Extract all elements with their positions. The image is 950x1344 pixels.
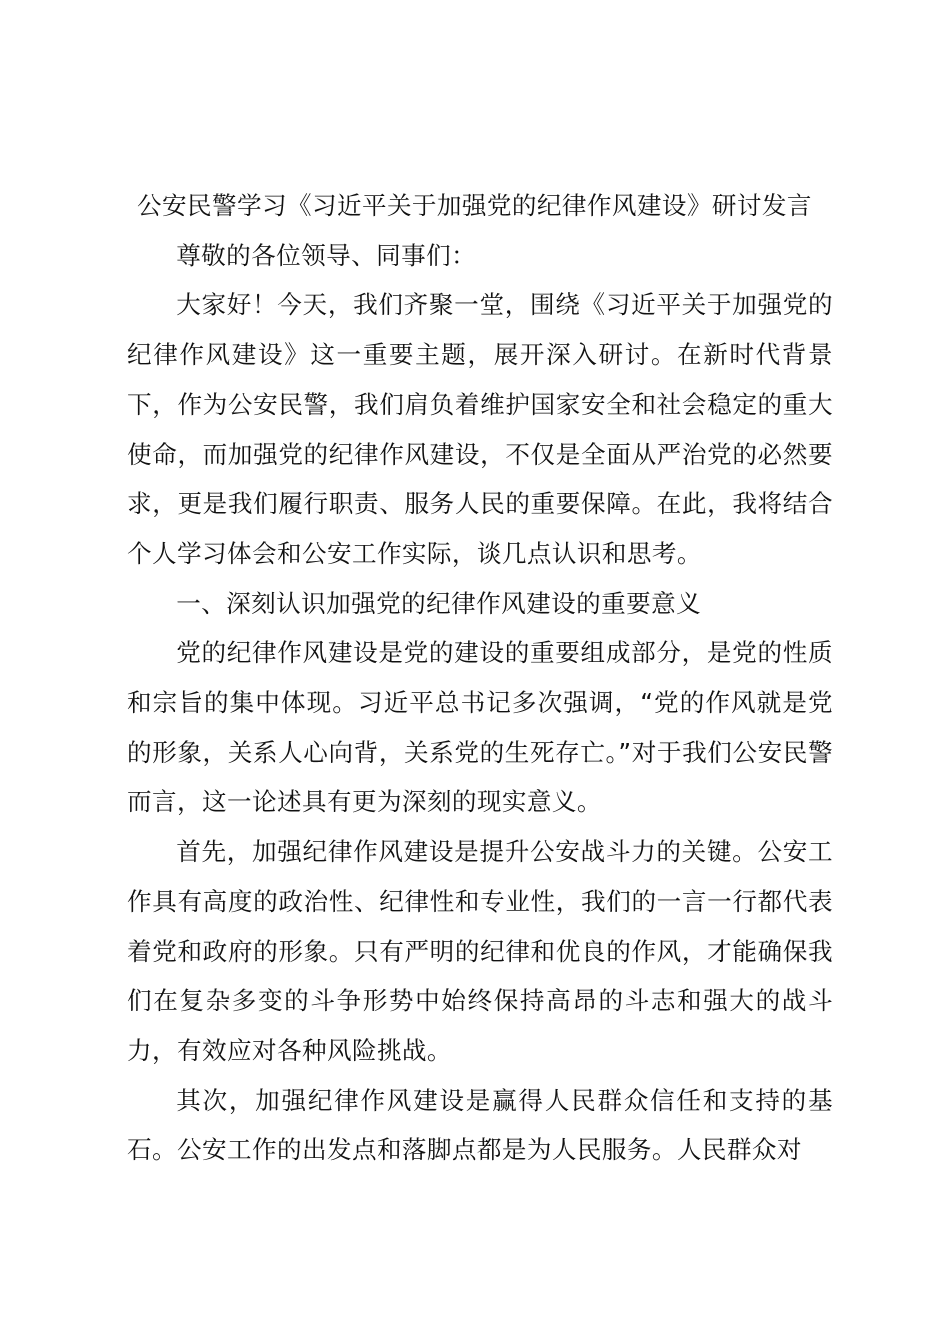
section-heading-1: 一、深刻认识加强党的纪律作风建设的重要意义 <box>176 588 702 618</box>
paragraph-first: 首先，加强纪律作风建设是提升公安战斗力的关键。公安工作具有高度的政治性、纪律性和专业性，我们的一言一行都代表着党和政府的形象。只有严明的纪律和优良的作风，才能确保我们在复杂多变的斗争形势中始终保持高昂的斗志和强大的战斗力，有效应对各种风险挑战。 <box>127 837 833 1065</box>
paragraph-opening: 大家好！今天，我们齐聚一堂，围绕《习近平关于加强党的纪律作风建设》这一重要主题，展开深入研讨。在新时代背景下，作为公安民警，我们肩负着维护国家安全和社会稳定的重大使命，而加强党的纪律作风建设，不仅是全面从严治党的必然要求，更是我们履行职责、服务人民的重要保障。在此，我将结合个人学习体会和公安工作实际，谈几点认识和思考。 <box>127 290 833 568</box>
salutation: 尊敬的各位领导、同事们： <box>176 240 477 270</box>
document-title: 公安民警学习《习近平关于加强党的纪律作风建设》研讨发言 <box>137 191 812 220</box>
document-body <box>127 181 833 1175</box>
paragraph-second: 其次，加强纪律作风建设是赢得人民群众信任和支持的基石。公安工作的出发点和落脚点都是为人民服务。人民群众对 <box>127 1085 833 1165</box>
paragraph-significance: 党的纪律作风建设是党的建设的重要组成部分，是党的性质和宗旨的集中体现。习近平总书记多次强调，“党的作风就是党的形象，关系人心向背，关系党的生死存亡。”对于我们公安民警而言，这一论述具有更为深刻的现实意义。 <box>127 638 833 817</box>
